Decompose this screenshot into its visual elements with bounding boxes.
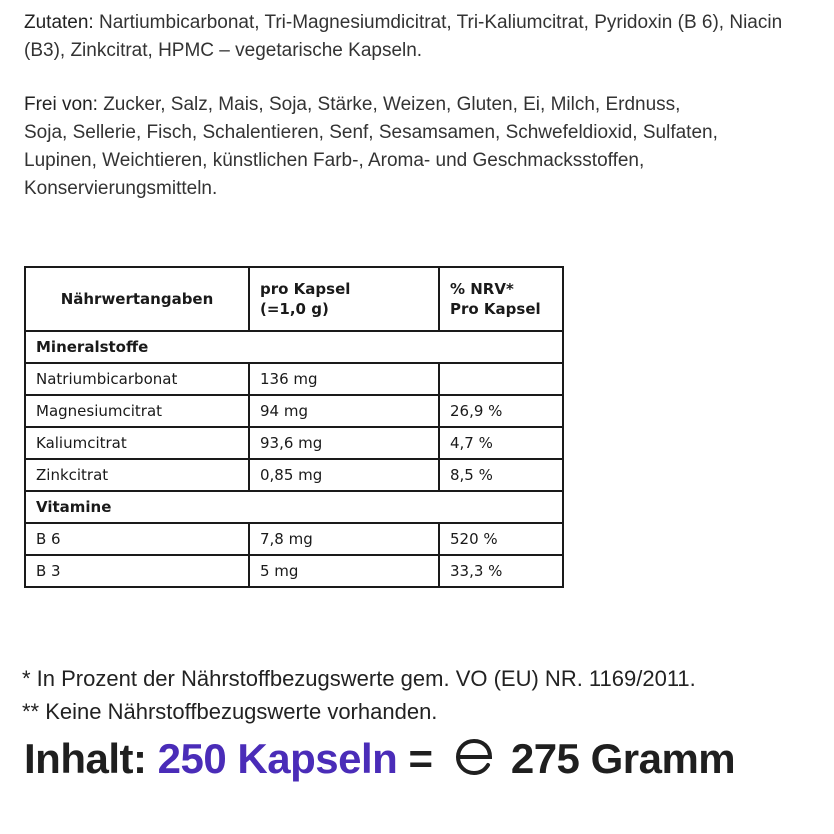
- content-weight: 275 Gramm: [510, 735, 736, 782]
- header-per-capsule: pro Kapsel (=1,0 g): [249, 267, 439, 331]
- table-row: [25, 523, 563, 555]
- cell-nrv: 33,3 %: [439, 555, 563, 587]
- cell-amount: 0,85 mg: [249, 459, 439, 491]
- cell-nutrient: Natriumbicarbonat: [25, 363, 249, 395]
- cell-amount: 94 mg: [249, 395, 439, 427]
- cell-nutrient: Kaliumcitrat: [25, 427, 249, 459]
- table-row: [25, 555, 563, 587]
- cell-nrv: 520 %: [439, 523, 563, 555]
- estimate-sign-icon: [454, 737, 494, 787]
- cell-nutrient: B 3: [25, 555, 249, 587]
- cell-nutrient: B 6: [25, 523, 249, 555]
- table-row: [25, 363, 563, 395]
- table-row: [25, 395, 563, 427]
- group-label: Vitamine: [25, 491, 563, 523]
- footnote-nrv: * In Prozent der Nährstoffbezugswerte gem. VO (EU) NR. 1169/2011.: [22, 666, 696, 691]
- group-row-vitamins: [25, 491, 563, 523]
- header-nrv: % NRV* Pro Kapsel: [439, 267, 563, 331]
- cell-nutrient: Magnesiumcitrat: [25, 395, 249, 427]
- content-line: [24, 735, 735, 787]
- group-row-minerals: [25, 331, 563, 363]
- cell-nrv: 26,9 %: [439, 395, 563, 427]
- table-header-row: [25, 267, 563, 331]
- nutrition-table: [24, 266, 564, 588]
- cell-nutrient: Zinkcitrat: [25, 459, 249, 491]
- cell-amount: 7,8 mg: [249, 523, 439, 555]
- free-from-text: Zucker, Salz, Mais, Soja, Stärke, Weizen, Gluten, Ei, Milch, Erdnuss, Soja, Sellerie, Fisch, Schalentieren, Senf, Sesamsamen, Schwefeldioxid, Sulfaten, Lupinen, Weichtieren, künstlichen Farb-, Aroma- und Geschmacksstoffen, Konservierungsmitteln.: [24, 94, 718, 199]
- free-from-label: Frei von:: [24, 94, 98, 115]
- ingredients-paragraph: [24, 9, 814, 65]
- cell-amount: 136 mg: [249, 363, 439, 395]
- ingredients-text: Nartiumbicarbonat, Tri-Magnesiumdicitrat, Tri-Kaliumcitrat, Pyridoxin (B 6), Niacin (B3), Zinkcitrat, HPMC – vegetarische Kapseln.: [24, 12, 783, 61]
- table-row: [25, 427, 563, 459]
- footnote-no-nrv: ** Keine Nährstoffbezugswerte vorhanden.: [22, 699, 438, 724]
- cell-amount: 5 mg: [249, 555, 439, 587]
- table-row: [25, 459, 563, 491]
- free-from-paragraph: [24, 91, 724, 203]
- cell-amount: 93,6 mg: [249, 427, 439, 459]
- header-nutrients: Nährwertangaben: [25, 267, 249, 331]
- cell-nrv: 8,5 %: [439, 459, 563, 491]
- group-label: Mineralstoffe: [25, 331, 563, 363]
- cell-nrv: [439, 363, 563, 395]
- cell-nrv: 4,7 %: [439, 427, 563, 459]
- content-equals: =: [408, 735, 433, 782]
- ingredients-label: Zutaten:: [24, 12, 94, 33]
- content-label: Inhalt:: [24, 735, 147, 782]
- content-amount: 250 Kapseln: [157, 735, 398, 782]
